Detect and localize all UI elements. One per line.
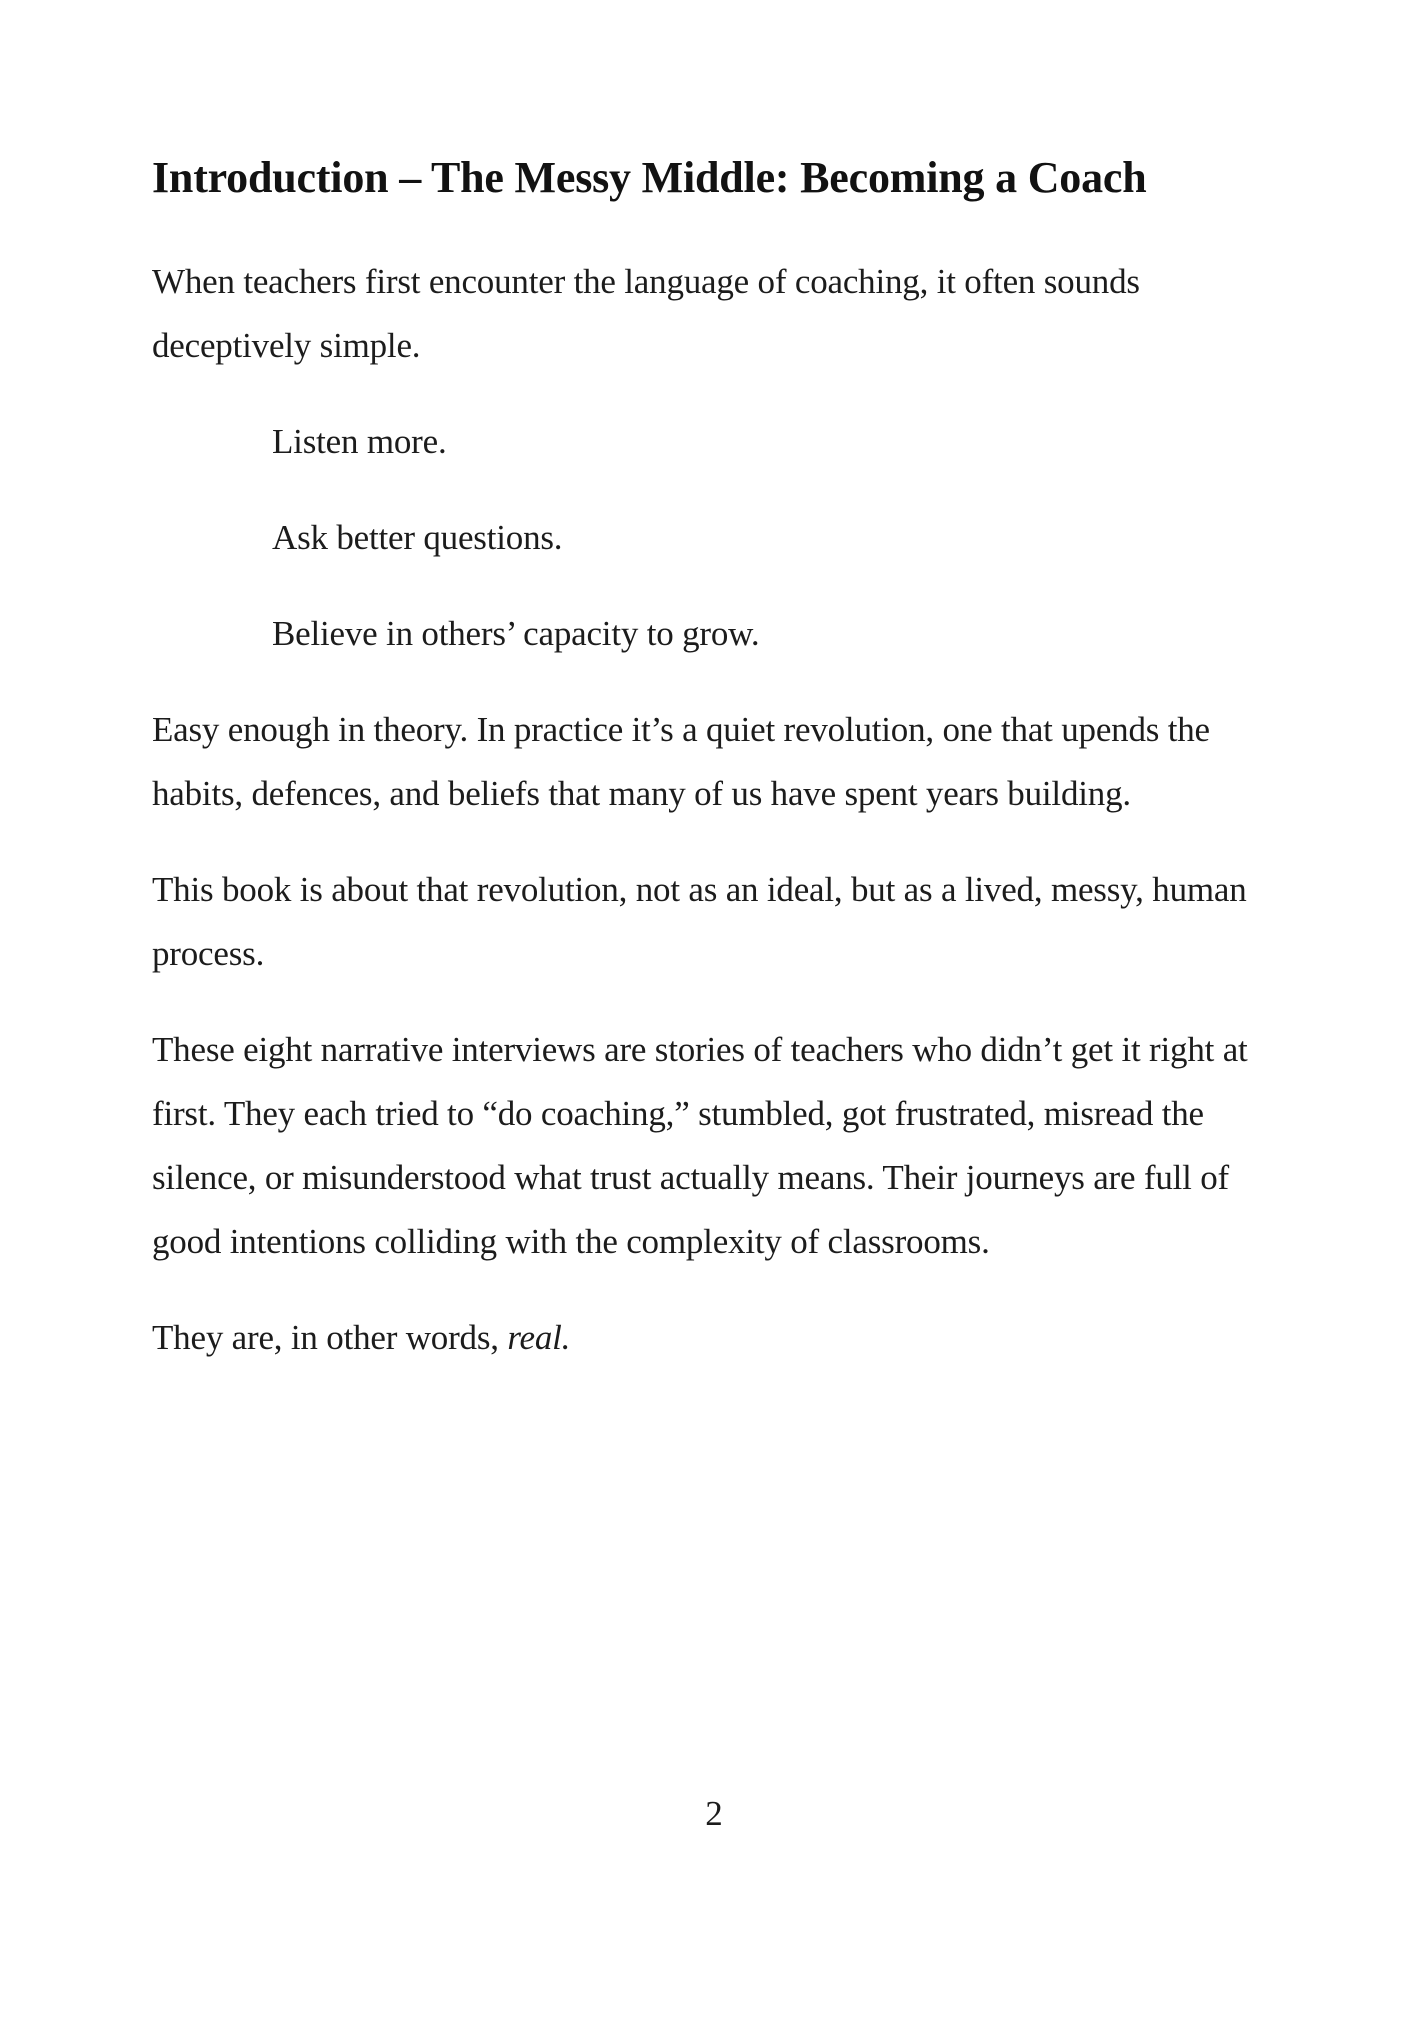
chapter-heading: Introduction – The Messy Middle: Becoming a Coach [152, 153, 1147, 202]
quote-block [152, 410, 1280, 666]
quote-line-believe: Believe in others’ capacity to grow. [272, 613, 760, 653]
paragraph-interviews: These eight narrative interviews are stories of teachers who didn’t get it right at first. They each tried to “do coaching,” stumbled, got frustrated, misread the silence, or misunderstood what trust actually means. Their journeys are full of good intentions colliding with the complexity of classrooms. [152, 1029, 1248, 1261]
closing-text: They are, in other words, [152, 1317, 499, 1357]
paragraph-intro: When teachers first encounter the language of coaching, it often sounds deceptively simple. [152, 261, 1140, 365]
page-footer [0, 1782, 1428, 1846]
page-number: 2 [705, 1794, 723, 1833]
quote-line-listen: Listen more. [272, 421, 447, 461]
closing-emphasis: real. [507, 1317, 571, 1357]
quote-line-ask: Ask better questions. [272, 517, 563, 557]
paragraph-theory: Easy enough in theory. In practice it’s a quiet revolution, one that upends the habits, defences, and beliefs that many of us have spent years building. [152, 709, 1210, 813]
paragraph-closing [152, 1306, 1280, 1370]
paragraph-book: This book is about that revolution, not as an ideal, but as a lived, messy, human process. [152, 869, 1247, 973]
